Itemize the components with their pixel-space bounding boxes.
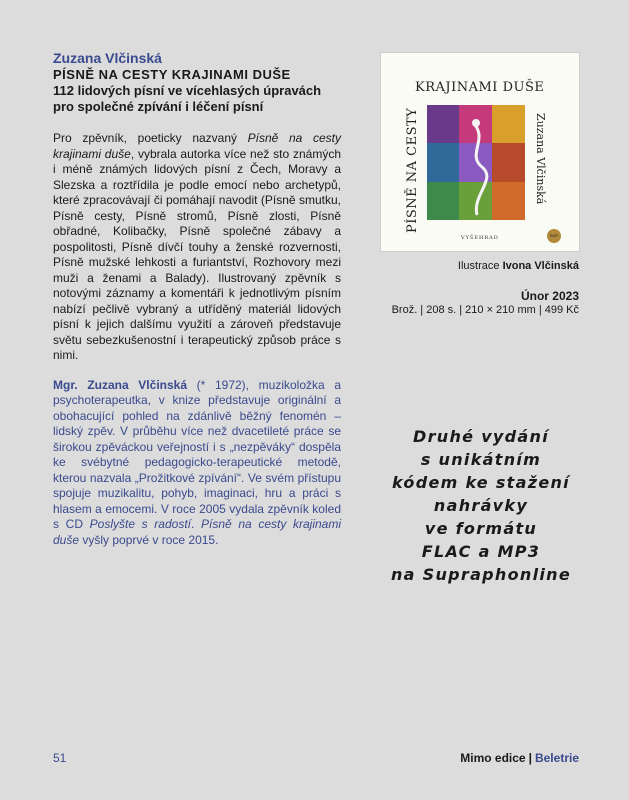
bio-text-3: vyšly poprvé v roce 2015.	[79, 532, 219, 547]
illustration-credit	[458, 260, 579, 272]
book-cover	[381, 53, 579, 251]
illustration-label: Ilustrace	[457, 260, 503, 272]
bio-italic-2: Písně na cesty krajinami duše	[53, 517, 341, 547]
book-subtitle-line-1: 112 lidových písní ve vícehlasých úpravách	[53, 83, 322, 98]
book-subtitle-line-2: pro společné zpívání i léčení písní	[53, 99, 264, 114]
release-date: Únor 2023	[520, 289, 579, 303]
book-specs: Brož. | 208 s. | 210 × 210 mm | 499 Kč	[391, 304, 579, 316]
cover-illustration	[427, 105, 525, 220]
footer-separator: |	[528, 751, 532, 765]
cover-title-top: KRAJINAMI DUŠE	[415, 80, 545, 95]
cover-author: Zuzana Vlčinská	[534, 113, 547, 205]
book-description	[53, 131, 341, 364]
description-italic-title: Písně na cesty krajinami duše	[53, 131, 341, 161]
promo-line: nahrávky	[433, 496, 529, 515]
cover-badge: SUP	[547, 229, 561, 243]
bio-italic-1: Poslyšte s radostí	[89, 517, 191, 531]
bio-text-1: (* 1972), muzikoložka a psychoterapeutka, v knize představuje originální a obohacující pohled na zdánlivě běžný fenomén – lidský zpěv. V průběhu více než dvacetileté práce se širokou zpěváckou veřejností i s „nezpěváky“ dospěla ke svébytné pedagogicko-terapeutické metodě, kterou nazvala „Prožitkové zpívání“. Ve svém přístupu spojuje muzikalitu, pohyb, imaginaci, hru a práci s hlasem a emocemi. V roce 2005 vydala zpěvník koled s CD	[53, 377, 342, 531]
bio-name: Mgr. Zuzana Vlčinská	[53, 377, 188, 392]
author-name: Zuzana Vlčinská	[53, 50, 162, 66]
promo-line: Druhé vydání	[413, 427, 549, 446]
footer-section	[460, 751, 579, 765]
description-text-1: Pro zpěvník, poeticky nazvaný	[53, 131, 248, 145]
author-bio	[53, 378, 341, 549]
book-title: PÍSNĚ NA CESTY KRAJINAMI DUŠE	[53, 67, 291, 82]
page-number: 51	[53, 751, 67, 765]
footer-category: Beletrie	[534, 751, 579, 765]
description-text-2: , vybrala autorka více než sto známých i méně známých lidových písní z Čech, Moravy a Slezska a roztřídila je podle emocí nebo archetypů, které zpracovávají či pomáhají navodit (Písně smutku, Písně cesty, Písně stromů, Písně zlosti, Písně obřadné, Kolibačky, Písně společné zábavy a pospolitosti, Písně dívčí touhy a ženské rozvernosti, Písně mužské lehkosti a furiantství, Rozhovory mezi muži a ženami a Balady). Ilustrovaný zpěvník s notovými záznamy a komentáři k jednotlivým písním nabízí pečlivě vybraný a utříděný materiál lidových písní k jejich dalšímu využití a zároveň představuje světu sebezkušenostní i terapeutický způsob práce s nimi.	[53, 146, 341, 362]
cover-publisher: VYŠEHRAD	[461, 235, 499, 241]
promo-line: s unikátním	[420, 450, 542, 469]
promo-line: kódem ke stažení	[392, 473, 570, 492]
promo-line: na Supraphonline	[390, 565, 572, 584]
book-info	[53, 50, 341, 548]
cover-title-side: PÍSNĚ NA CESTY	[405, 107, 420, 233]
promo-text	[381, 425, 581, 586]
footer-edition: Mimo edice	[460, 751, 526, 765]
promo-line: FLAC a MP3	[421, 542, 541, 561]
promo-line: ve formátu	[424, 519, 538, 538]
illustrator-name: Ivona Vlčinská	[502, 260, 579, 272]
bio-text-2: .	[190, 517, 201, 531]
